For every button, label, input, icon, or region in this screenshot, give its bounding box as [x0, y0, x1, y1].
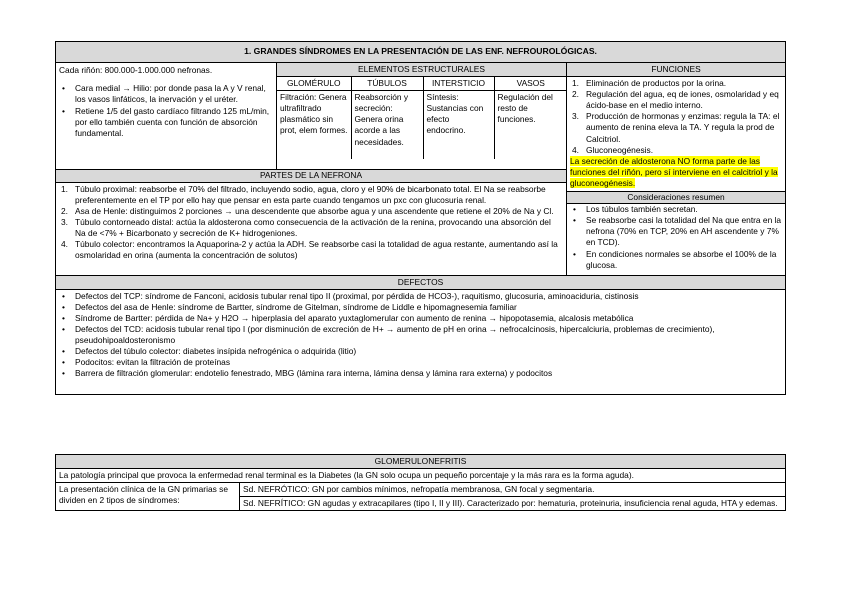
kidney-bullet: • Retiene 1/5 del gasto cardíaco filtrando 125 mL/min, por ello también cuenta con función de absorción fundamental. [62, 106, 270, 139]
gn-intro: La patología principal que provoca la enfermedad renal terminal es la Diabetes (la GN solo ocupa un pequeño porcentaje y la más rara es la forma aguda). [56, 469, 786, 483]
col-vasos-name: VASOS [494, 77, 567, 91]
consideration-item: • En condiciones normales se absorbe el 100% de la glucosa. [573, 248, 777, 270]
defect-item: • Defectos del túbulo colector: diabetes insípida nefrogénica o adquirida (litio) [62, 346, 357, 357]
defect-item: • Barrera de filtración glomerular: endotelio fenestrado, MBG (lámina rara interna, lámina densa y lámina rara externa) y podocitos [62, 368, 553, 379]
kidney-bullet: • Cara medial → Hilio: por donde pasa la A y V renal, los vasos linfáticos, la inervación y el uréter. [62, 83, 266, 105]
col-glomerulo-name: GLOMÉRULO [277, 77, 351, 91]
function-item: 1. Eliminación de productos por la orina. [572, 78, 727, 89]
nephro-syndromes-table [55, 41, 786, 395]
col-vasos-text: Regulación del resto de funciones. [494, 91, 567, 160]
nephron-item: 1. Túbulo proximal: reabsorbe el 70% del filtrado, incluyendo sodio, agua, cloro y el 90% de bicarbonato total. El Na se reabsorbe preferentemente en el TP por ello hay que pensar en esta parte cuando tengamos un pxc con glucosuria renal. [61, 183, 546, 205]
nephron-cell [56, 170, 567, 275]
nephron-header: PARTES DE LA NEFRONA [56, 170, 566, 182]
defects-cell [56, 289, 786, 394]
kidney-header: Cada riñón: 800.000-1.000.000 nefronas. [59, 65, 213, 75]
gn-nephrotic: Sd. NEFRÓTICO: GN por cambios mínimos, nefropatía membranosa, GN focal y segmentaria. [240, 483, 786, 497]
nephron-item: 2. Asa de Henle: distinguimos 2 porciones → una descendente que absorbe agua y una ascendente que retiene el 20% de Na y Cl. [61, 205, 554, 216]
col-intersticio-text: Síntesis: Sustancias con efecto endocrino. [423, 91, 494, 160]
col-tubulos-text: Reabsorción y secreción: Genera orina acorde a las necesidades. [351, 91, 423, 160]
defect-item: • Podocitos: evitan la filtración de proteínas [62, 357, 231, 368]
col-tubulos-name: TÚBULOS [351, 77, 423, 91]
consideration-item: • Los túbulos también secretan. [573, 204, 698, 215]
defect-item: • Síndrome de Bartter: pérdida de Na+ y H2O → hiperplasia del aparato yuxtaglomerular con aumento de renina → hipopotasemia, alcalosis metabólica [62, 312, 634, 323]
nephron-item: 3. Túbulo contorneado distal: actúa la aldosterona como consecuencia de la activación de la renina, provocando una absorción del Na de <7% + Bicarbonato y secreción de K+ hidrogeniones. [61, 216, 551, 238]
nephron-item: 4. Túbulo colector: encontramos la Aquaporina-2 y actúa la ADH. Se reabsorbe casi la totalidad de agua restante, aumentando así la osmolaridad en orina (aumenta la concentración de solutos) [61, 238, 558, 261]
aldosterone-note: La secreción de aldosterona NO forma parte de las funciones del riñón, pero sí interviene en el calcitriol y la gluconeogénesis. [570, 155, 778, 188]
defect-item: • Defectos del TCD: acidosis tubular renal tipo I (por disminución de excreción de H+ → aumento de pH en orina → nefrocalcinosis, hipercalciuria, problemas de crecimiento), pseudohipoaldosteronismo [62, 324, 715, 346]
defects-header: DEFECTOS [56, 275, 786, 289]
consideration-item: • Se reabsorbe casi la totalidad del Na que entra en la nefrona (70% en TCP, 20% en AH ascendente y 7% en TCD). [573, 215, 782, 248]
glomerulonephritis-table [55, 454, 786, 511]
structural-body [277, 77, 567, 170]
gn-left: La presentación clínica de la GN primarias se dividen en 2 tipos de síndromes: [56, 483, 240, 511]
functions-cell [567, 77, 786, 276]
structural-header: ELEMENTOS ESTRUCTURALES [277, 63, 567, 77]
function-item: 2. Regulación del agua, eq de iones, osmolaridad y eq ácido-base en el medio interno. [572, 89, 779, 111]
gn-nephritic: Sd. NEFRÍTICO: GN agudas y extracapilares (tipo I, II y III). Caracterizado por: hematuria, proteinuria, insuficiencia renal aguda, HTA y edemas. [240, 497, 786, 511]
col-intersticio-name: INTERSTICIO [423, 77, 494, 91]
defect-item: • Defectos del asa de Henle: síndrome de Bartter, síndrome de Gitelman, síndrome de Liddle e hipomagnesemia familiar [62, 301, 517, 312]
defect-item: • Defectos del TCP: síndrome de Fanconi, acidosis tubular renal tipo II (proximal, por pérdida de HCO3-), raquitismo, glucosuria, aminoaciduria, cistinosis [62, 290, 639, 301]
kidney-cell [56, 63, 277, 170]
function-item: 4. Gluconeogénesis. [572, 144, 654, 155]
considerations-header: Consideraciones resumen [567, 191, 785, 204]
col-glomerulo-text: Filtración: Genera ultrafiltrado plasmático sin prot, elem formes. [277, 91, 351, 160]
functions-header: FUNCIONES [567, 63, 786, 77]
function-item: 3. Producción de hormonas y enzimas: regula la TA: el aumento de renina eleva la TA. Y regula la prod de Calcitriol. [572, 111, 780, 144]
gn-header: GLOMERULONEFRITIS [56, 455, 786, 469]
section-title: 1. GRANDES SÍNDROMES EN LA PRESENTACIÓN DE LAS ENF. NEFROUROLÓGICAS. [56, 42, 786, 63]
